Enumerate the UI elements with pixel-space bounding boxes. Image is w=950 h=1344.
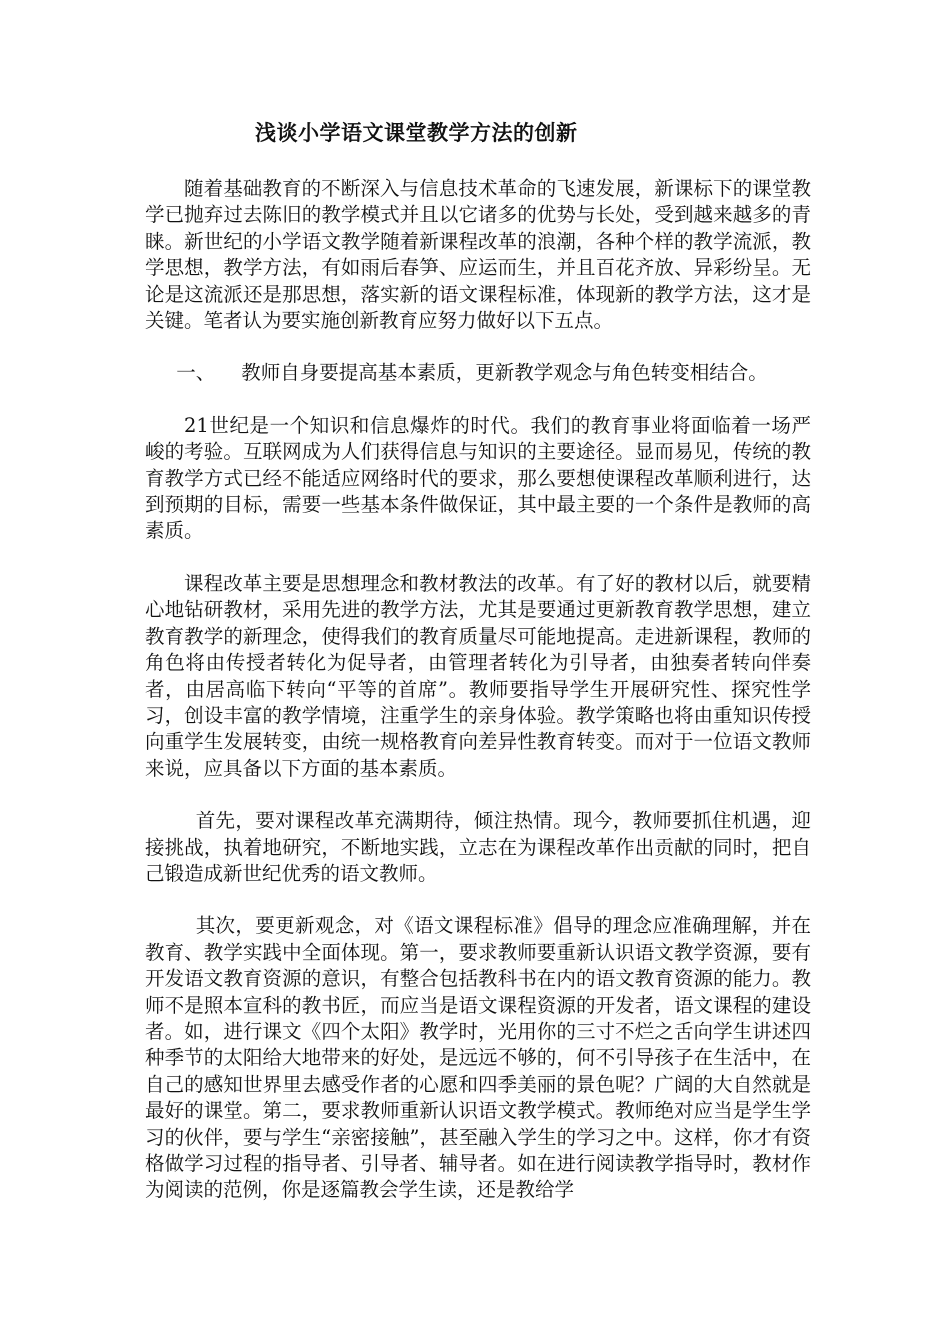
document-title: 浅谈小学语文课堂教学方法的创新 [255,120,578,145]
document-page [145,118,811,1230]
body-paragraph-3: 首先，要对课程改革充满期待，倾注热情。现今，教师要抓住机遇，迎接挑战，执着地研究，不断地实践，立志在为课程改革作出贡献的同时，把自己锻造成新世纪优秀的语文教师。 [145,809,811,885]
section-number: 一、 [176,361,216,385]
body-paragraph-2: 课程改革主要是思想理念和教材教法的改革。有了好的教材以后，就要精心地钻研教材，采用先进的教学方法，尤其是要通过更新教育教学思想，建立教育教学的新理念，使得我们的教育质量尽可能地提高。走进新课程，教师的角色将由传授者转化为促导者，由管理者转化为引导者，由独奏者转向伴奏者，由居高临下转向“平等的首席”。教师要指导学生开展研究性、探究性学习，创设丰富的教学情境，注重学生的亲身体验。教学策略也将由重知识传授向重学生发展转变，由统一规格教育向差异性教育转变。而对于一位语文教师来说，应具备以下方面的基本素质。 [145,571,811,780]
body-paragraph-1: 21世纪是一个知识和信息爆炸的时代。我们的教育事业将面临着一场严峻的考验。互联网成为人们获得信息与知识的主要途径。显而易见，传统的教育教学方式已经不能适应网络时代的要求，那么要想使课程改革顺利进行，达到预期的目标，需要一些基本条件做保证，其中最主要的一个条件是教师的高素质。 [145,413,811,543]
section-heading-text: 教师自身要提高基本素质，更新教学观念与角色转变相结合。 [241,361,768,385]
section-heading-1 [145,360,811,386]
intro-paragraph: 随着基础教育的不断深入与信息技术革命的飞速发展，新课标下的课堂教学已抛弃过去陈旧的教学模式并且以它诸多的优势与长处，受到越来越多的青睐。新世纪的小学语文教学随着新课程改革的浪潮，各种个样的教学流派，教学思想，教学方法，有如雨后春笋、应运而生，并且百花齐放、异彩纷呈。无论是这流派还是那思想，落实新的语文课程标准，体现新的教学方法，这才是关键。笔者认为要实施创新教育应努力做好以下五点。 [145,177,811,333]
body-paragraph-4: 其次，要更新观念，对《语文课程标准》倡导的理念应准确理解，并在教育、教学实践中全面体现。第一，要求教师要重新认识语文教学资源，要有开发语文教育资源的意识，有整合包括教科书在内的语文教育资源的能力。教师不是照本宣科的教书匠，而应当是语文课程资源的开发者，语文课程的建设者。如，进行课文《四个太阳》教学时，光用你的三寸不烂之舌向学生讲述四种季节的太阳给大地带来的好处，是远远不够的，何不引导孩子在生活中，在自己的感知世界里去感受作者的心愿和四季美丽的景色呢？广阔的大自然就是最好的课堂。第二，要求教师重新认识语文教学模式。教师绝对应当是学生学习的伙伴，要与学生“亲密接触”，甚至融入学生的学习之中。这样，你才有资格做学习过程的指导者、引导者、辅导者。如在进行阅读教学指导时，教材作为阅读的范例，你是逐篇教会学生读，还是教给学 [145,914,811,1202]
